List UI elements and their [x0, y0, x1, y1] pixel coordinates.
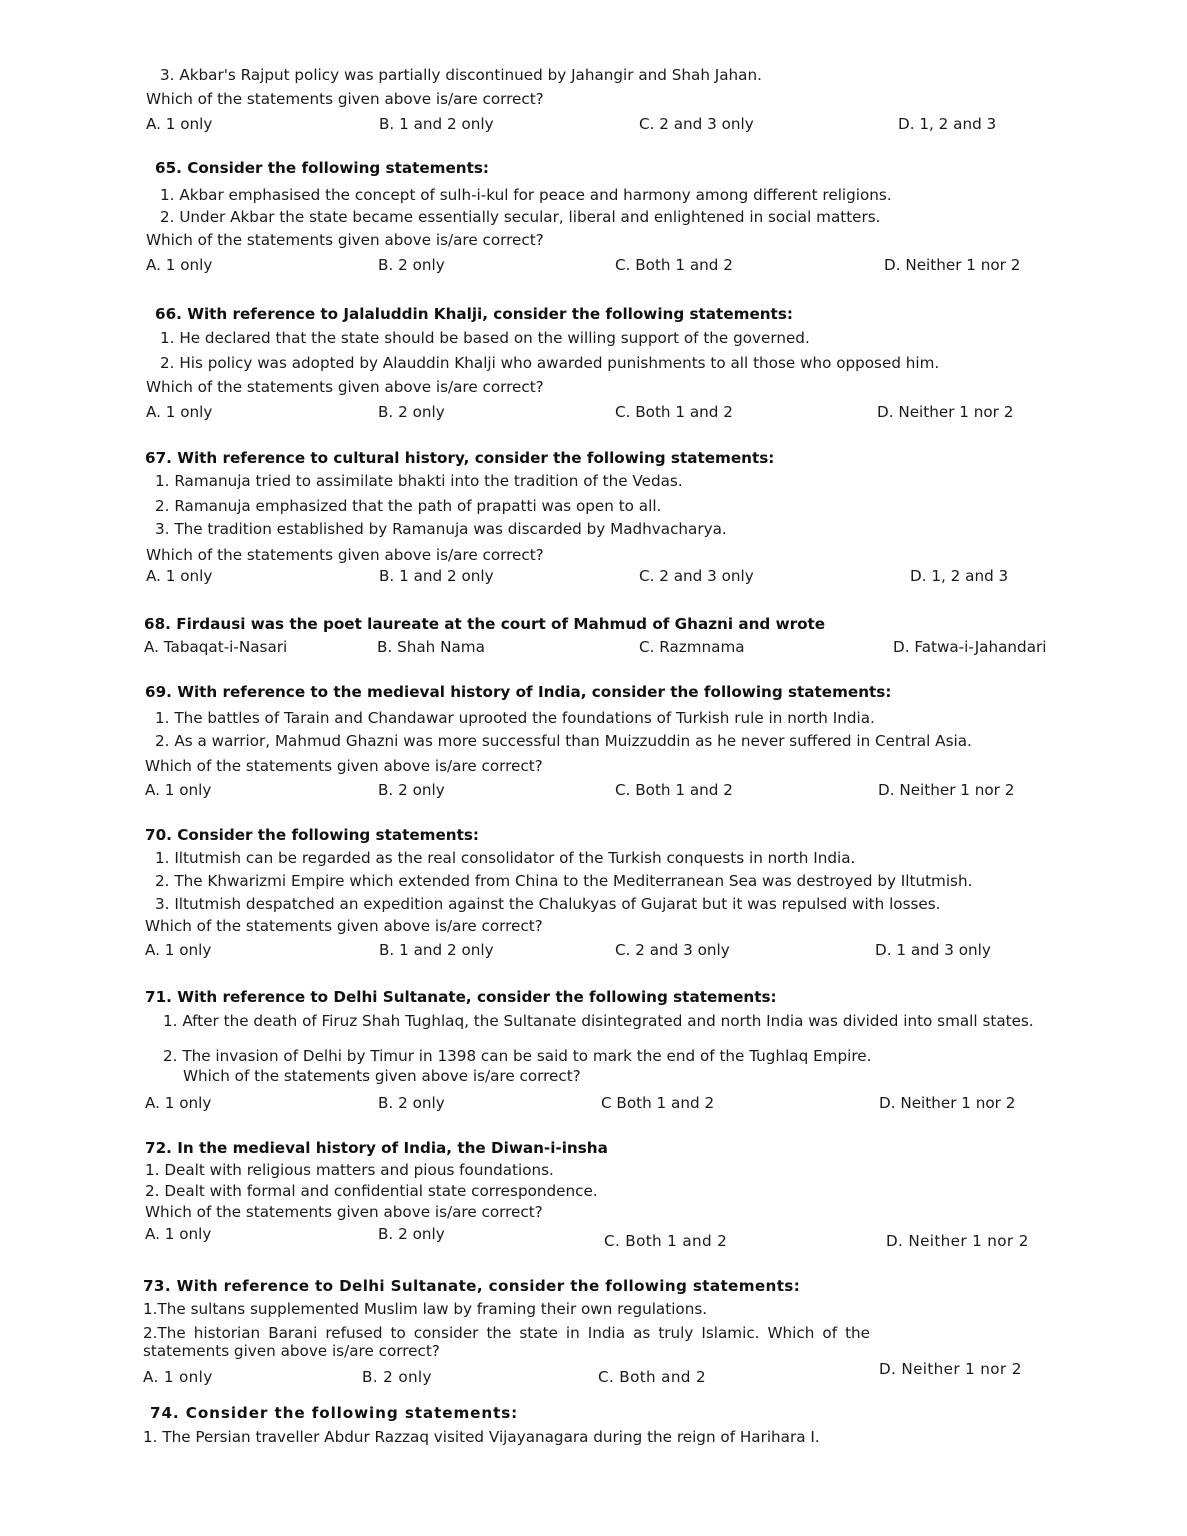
- question-65-option-b[interactable]: B. 2 only: [378, 256, 445, 274]
- question-65-statement-1: 1. Akbar emphasised the concept of sulh-i-kul for peace and harmony among different religions.: [160, 186, 892, 204]
- question-67-statement-1: 1. Ramanuja tried to assimilate bhakti into the tradition of the Vedas.: [155, 472, 683, 490]
- question-72-prompt: Which of the statements given above is/are correct?: [145, 1203, 543, 1221]
- question-72-option-b[interactable]: B. 2 only: [378, 1225, 445, 1243]
- question-69-option-a[interactable]: A. 1 only: [145, 781, 212, 799]
- question-70-prompt: Which of the statements given above is/are correct?: [145, 917, 543, 935]
- question-70-option-a[interactable]: A. 1 only: [145, 941, 212, 959]
- question-70-heading: 70. Consider the following statements:: [145, 826, 479, 844]
- question-65-option-a[interactable]: A. 1 only: [146, 256, 213, 274]
- carryover-prompt: Which of the statements given above is/are correct?: [146, 90, 544, 108]
- question-71-statement-2: 2. The invasion of Delhi by Timur in 1398 can be said to mark the end of the Tughlaq Empire.: [163, 1047, 872, 1065]
- question-67-statement-3: 3. The tradition established by Ramanuja was discarded by Madhvacharya.: [155, 520, 727, 538]
- question-70-statement-3: 3. Iltutmish despatched an expedition against the Chalukyas of Gujarat but it was repulsed with losses.: [155, 895, 941, 913]
- question-69-statement-1: 1. The battles of Tarain and Chandawar uprooted the foundations of Turkish rule in north India.: [155, 709, 875, 727]
- question-67-option-a[interactable]: A. 1 only: [146, 567, 213, 585]
- question-74-statement-1: 1. The Persian traveller Abdur Razzaq visited Vijayanagara during the reign of Harihara I.: [143, 1428, 820, 1446]
- question-72-heading: 72. In the medieval history of India, the Diwan-i-insha: [145, 1139, 608, 1157]
- question-65-prompt: Which of the statements given above is/are correct?: [146, 231, 544, 249]
- question-66-option-b[interactable]: B. 2 only: [378, 403, 445, 421]
- question-70-statement-2: 2. The Khwarizmi Empire which extended from China to the Mediterranean Sea was destroyed by Iltutmish.: [155, 872, 973, 890]
- question-69-option-d[interactable]: D. Neither 1 nor 2: [878, 781, 1015, 799]
- question-73-statement-1: 1.The sultans supplemented Muslim law by framing their own regulations.: [143, 1300, 708, 1318]
- question-66-prompt: Which of the statements given above is/are correct?: [146, 378, 544, 396]
- question-71-inline-prompt: Which of the statements given above is/are correct?: [183, 1067, 581, 1085]
- question-69-prompt: Which of the statements given above is/are correct?: [145, 757, 543, 775]
- question-72-option-c[interactable]: C. Both 1 and 2: [604, 1232, 728, 1250]
- question-67-prompt: Which of the statements given above is/are correct?: [146, 546, 544, 564]
- question-71-option-a[interactable]: A. 1 only: [145, 1094, 212, 1112]
- carryover-option-b[interactable]: B. 1 and 2 only: [379, 115, 494, 133]
- question-71-option-d[interactable]: D. Neither 1 nor 2: [879, 1094, 1016, 1112]
- question-68-option-a[interactable]: A. Tabaqat-i-Nasari: [144, 638, 288, 656]
- question-71-statement-1: 1. After the death of Firuz Shah Tughlaq, the Sultanate disintegrated and north India was divided into small states.: [163, 1012, 1034, 1030]
- question-73-option-c[interactable]: C. Both and 2: [598, 1368, 706, 1386]
- question-67-option-d[interactable]: D. 1, 2 and 3: [910, 567, 1009, 585]
- question-72-statement-1: 1. Dealt with religious matters and pious foundations.: [145, 1161, 554, 1179]
- question-70-statement-1: 1. Iltutmish can be regarded as the real consolidator of the Turkish conquests in north India.: [155, 849, 856, 867]
- question-69-option-b[interactable]: B. 2 only: [378, 781, 445, 799]
- question-69-option-c[interactable]: C. Both 1 and 2: [615, 781, 733, 799]
- question-70-option-b[interactable]: B. 1 and 2 only: [379, 941, 494, 959]
- question-72-statement-2: 2. Dealt with formal and confidential state correspondence.: [145, 1182, 598, 1200]
- question-73-option-d[interactable]: D. Neither 1 nor 2: [879, 1360, 1022, 1378]
- carryover-option-a[interactable]: A. 1 only: [146, 115, 213, 133]
- question-70-option-c[interactable]: C. 2 and 3 only: [615, 941, 730, 959]
- question-73-option-a[interactable]: A. 1 only: [143, 1368, 213, 1386]
- question-65-option-d[interactable]: D. Neither 1 nor 2: [884, 256, 1021, 274]
- question-67-option-c[interactable]: C. 2 and 3 only: [639, 567, 754, 585]
- question-74-heading: 74. Consider the following statements:: [150, 1404, 519, 1422]
- question-67-heading: 67. With reference to cultural history, consider the following statements:: [145, 449, 775, 467]
- question-66-heading: 66. With reference to Jalaluddin Khalji, consider the following statements:: [155, 305, 793, 323]
- question-73-statement-2: 2.The historian Barani refused to consider the state in India as truly Islamic. Which of the statements given above is/are correct?: [143, 1324, 870, 1360]
- question-66-statement-2: 2. His policy was adopted by Alauddin Khalji who awarded punishments to all those who opposed him.: [160, 354, 940, 372]
- question-73-option-b[interactable]: B. 2 only: [362, 1368, 432, 1386]
- question-72-option-a[interactable]: A. 1 only: [145, 1225, 212, 1243]
- question-66-option-c[interactable]: C. Both 1 and 2: [615, 403, 733, 421]
- question-67-option-b[interactable]: B. 1 and 2 only: [379, 567, 494, 585]
- question-66-option-a[interactable]: A. 1 only: [146, 403, 213, 421]
- question-68-option-c[interactable]: C. Razmnama: [639, 638, 745, 656]
- question-71-option-c[interactable]: C Both 1 and 2: [601, 1094, 715, 1112]
- carryover-option-c[interactable]: C. 2 and 3 only: [639, 115, 754, 133]
- question-73-heading: 73. With reference to Delhi Sultanate, consider the following statements:: [143, 1277, 801, 1295]
- question-67-statement-2: 2. Ramanuja emphasized that the path of prapatti was open to all.: [155, 497, 662, 515]
- question-68-option-b[interactable]: B. Shah Nama: [377, 638, 485, 656]
- question-72-option-d[interactable]: D. Neither 1 nor 2: [886, 1232, 1029, 1250]
- question-66-statement-1: 1. He declared that the state should be based on the willing support of the governed.: [160, 329, 810, 347]
- question-65-option-c[interactable]: C. Both 1 and 2: [615, 256, 733, 274]
- question-70-option-d[interactable]: D. 1 and 3 only: [875, 941, 991, 959]
- question-65-heading: 65. Consider the following statements:: [155, 159, 489, 177]
- carryover-option-d[interactable]: D. 1, 2 and 3: [898, 115, 997, 133]
- question-69-heading: 69. With reference to the medieval history of India, consider the following statements:: [145, 683, 892, 701]
- question-71-option-b[interactable]: B. 2 only: [378, 1094, 445, 1112]
- question-68-option-d[interactable]: D. Fatwa-i-Jahandari: [893, 638, 1047, 656]
- question-69-statement-2: 2. As a warrior, Mahmud Ghazni was more successful than Muizzuddin as he never suffered in Central Asia.: [155, 732, 972, 750]
- question-66-option-d[interactable]: D. Neither 1 nor 2: [877, 403, 1014, 421]
- question-71-heading: 71. With reference to Delhi Sultanate, consider the following statements:: [145, 988, 777, 1006]
- carryover-statement-3: 3. Akbar's Rajput policy was partially discontinued by Jahangir and Shah Jahan.: [160, 66, 762, 84]
- question-65-statement-2: 2. Under Akbar the state became essentially secular, liberal and enlightened in social matters.: [160, 208, 881, 226]
- question-68-heading: 68. Firdausi was the poet laureate at the court of Mahmud of Ghazni and wrote: [144, 615, 826, 633]
